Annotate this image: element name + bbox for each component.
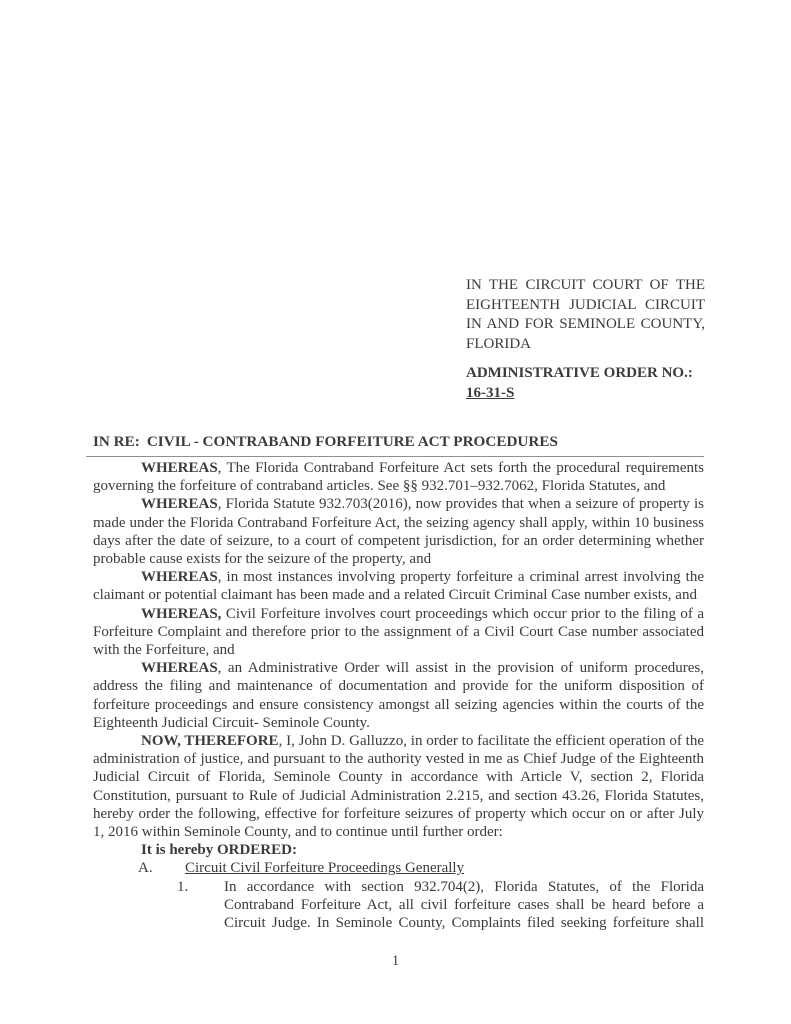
court-caption-line: IN THE CIRCUIT COURT OF THE [466, 277, 705, 293]
paragraph-lead: WHEREAS [141, 660, 218, 677]
item-1-label: 1. [177, 878, 189, 895]
paragraph-text: , The Florida Contraband Forfeiture Act sets forth the procedural requirements governing the forfeiture of contraband articles. See §§ 932.701–932.7062, Florida Statutes, and [93, 460, 704, 495]
administrative-order-block [466, 364, 705, 403]
paragraph-text: , an Administrative Order will assist in the provision of uniform procedures, address the filing and maintenance of documentation and provide for the uniform disposition of forfeiture proceedings and ensure consistency amongst all seizing agencies within the courts of the Eighteenth Judicial Circuit- Seminole County. [93, 660, 704, 731]
ordered-line: It is hereby ORDERED: [141, 842, 297, 859]
item-1-text: In accordance with section 932.704(2), Florida Statutes, of the Florida Contraband Forfeiture Act, all civil forfeiture cases shall be heard before a Circuit Judge. In Seminole County, Complaints filed seeking forfeiture shall [224, 878, 704, 932]
subject-line [93, 433, 705, 451]
section-a-item-1-row [177, 878, 704, 933]
section-a-heading: Circuit Civil Forfeiture Proceedings Generally [185, 860, 465, 877]
administrative-order-label: ADMINISTRATIVE ORDER NO.: [466, 365, 693, 382]
whereas-paragraph [93, 568, 704, 604]
court-caption-line: IN AND FOR SEMINOLE COUNTY, [466, 316, 705, 333]
divider-rule [86, 456, 704, 457]
page-number: 1 [391, 953, 400, 969]
court-caption-line: FLORIDA [466, 335, 532, 352]
paragraph-text: , I, John D. Galluzzo, in order to facilitate the efficient operation of the administration of justice, and pursuant to the authority vested in me as Chief Judge of the Eighteenth Judicial Circuit of Florida, Seminole County in accordance with Article V, section 2, Florida Constitution, pursuant to Rule of Judicial Administration 2.215, and section 43.26, Florida Statutes, hereby order the following, effective for forfeiture seizures of property which occur on or after July 1, 2016 within Seminole County, and to continue until further order: [93, 733, 704, 841]
paragraph-lead: WHEREAS [141, 569, 218, 586]
paragraph-text: , Florida Statute 932.703(2016), now provides that when a seizure of property is made under the Florida Contraband Forfeiture Act, the seizing agency shall apply, within 10 business days after the date of seizure, to a court of competent jurisdiction, for an order determining whether probable cause exists for the seizure of the property, and [93, 496, 704, 568]
subject-title: CIVIL - CONTRABAND FORFEITURE ACT PROCEDURES [146, 433, 558, 450]
administrative-order-number: 16-31-S [466, 384, 515, 401]
subject-prefix: IN RE: [93, 433, 140, 450]
whereas-paragraph [93, 659, 704, 732]
whereas-paragraph [93, 459, 704, 495]
section-a-label: A. [138, 860, 153, 877]
paragraph-text: Civil Forfeiture involves court proceedings which occur prior to the filing of a Forfeiture Complaint and therefore prior to the assignment of a Civil Court Case number associated with the Forfeiture, and [93, 605, 704, 659]
whereas-paragraph [93, 605, 704, 660]
paragraph-lead: WHEREAS [141, 460, 218, 476]
whereas-paragraph [93, 495, 704, 568]
document-body [93, 459, 704, 932]
section-a-row [138, 859, 704, 877]
court-caption-block [466, 276, 705, 404]
now-therefore-paragraph [93, 732, 704, 841]
paragraph-lead: WHEREAS, [141, 605, 222, 622]
paragraph-text: , in most instances involving property forfeiture a criminal arrest involving the claimant or potential claimant has been made and a related Circuit Criminal Case number exists, and [93, 569, 704, 604]
paragraph-lead: NOW, THEREFORE [141, 733, 279, 750]
court-caption-line: EIGHTEENTH JUDICIAL CIRCUIT [466, 296, 705, 313]
paragraph-lead: WHEREAS [141, 496, 218, 513]
